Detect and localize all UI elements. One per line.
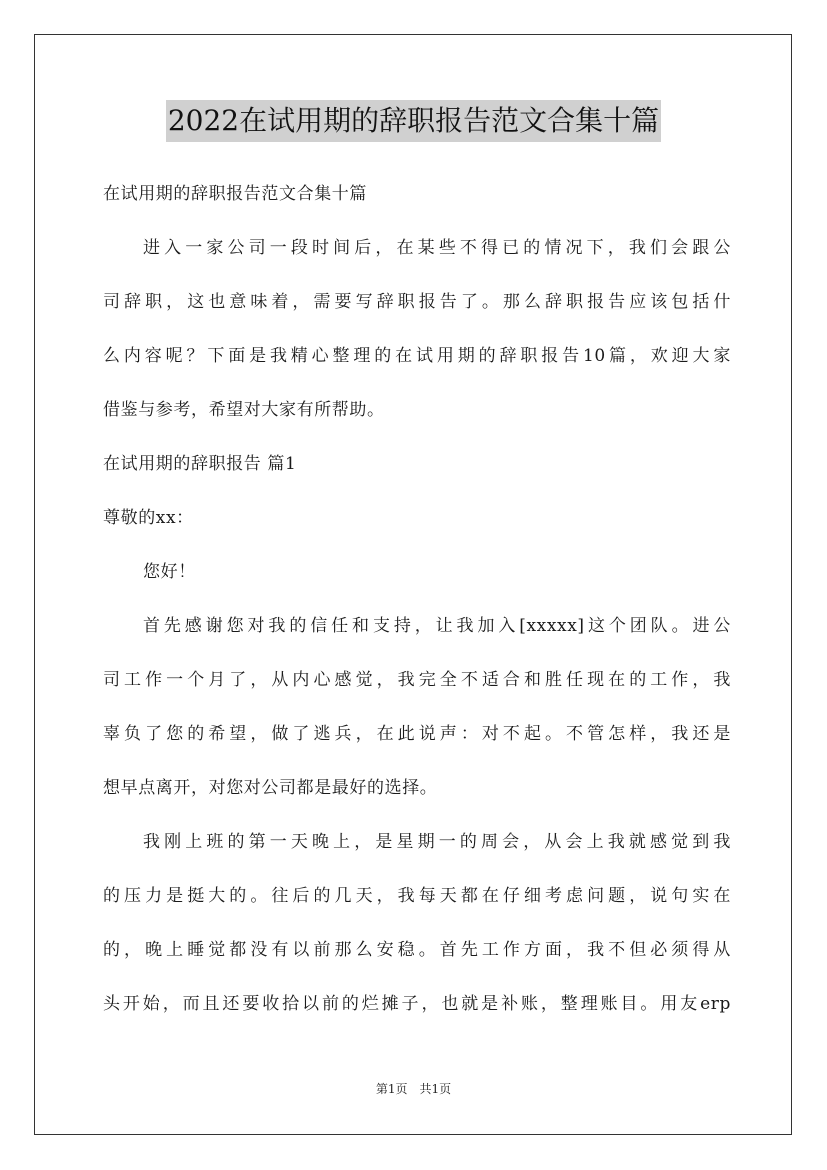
section-heading: 在试用期的辞职报告 篇1 <box>103 454 297 474</box>
document-title: 2022在试用期的辞职报告范文合集十篇 <box>166 100 661 142</box>
intro-line-2: 司辞职，这也意味着，需要写辞职报告了。那么辞职报告应该包括什 <box>103 292 731 312</box>
salutation: 尊敬的xx： <box>103 508 194 528</box>
intro-line-1: 进入一家公司一段时间后，在某些不得已的情况下，我们会跟公 <box>143 238 731 258</box>
title-container <box>0 100 827 142</box>
paragraph2-line-4: 头开始，而且还要收拾以前的烂摊子，也就是补账，整理账目。用友erp <box>103 994 731 1014</box>
paragraph2-line-1: 我刚上班的第一天晚上，是星期一的周会，从会上我就感觉到我 <box>143 832 731 852</box>
intro-line-4: 借鉴与参考，希望对大家有所帮助。 <box>103 400 385 420</box>
document-subtitle: 在试用期的辞职报告范文合集十篇 <box>103 184 367 204</box>
paragraph2-line-3: 的，晚上睡觉都没有以前那么安稳。首先工作方面，我不但必须得从 <box>103 940 731 960</box>
page-footer: 第1页 共1页 <box>375 1082 452 1096</box>
paragraph1-line-1: 首先感谢您对我的信任和支持，让我加入[xxxxx]这个团队。进公 <box>143 616 731 636</box>
paragraph1-line-3: 辜负了您的希望，做了逃兵，在此说声：对不起。不管怎样，我还是 <box>103 724 731 744</box>
paragraph1-line-4: 想早点离开，对您对公司都是最好的选择。 <box>103 778 438 798</box>
paragraph1-line-2: 司工作一个月了，从内心感觉，我完全不适合和胜任现在的工作，我 <box>103 670 731 690</box>
greeting: 您好！ <box>143 562 196 582</box>
paragraph2-line-2: 的压力是挺大的。往后的几天，我每天都在仔细考虑问题，说句实在 <box>103 886 731 906</box>
intro-line-3: 么内容呢？下面是我精心整理的在试用期的辞职报告10篇，欢迎大家 <box>103 346 731 366</box>
